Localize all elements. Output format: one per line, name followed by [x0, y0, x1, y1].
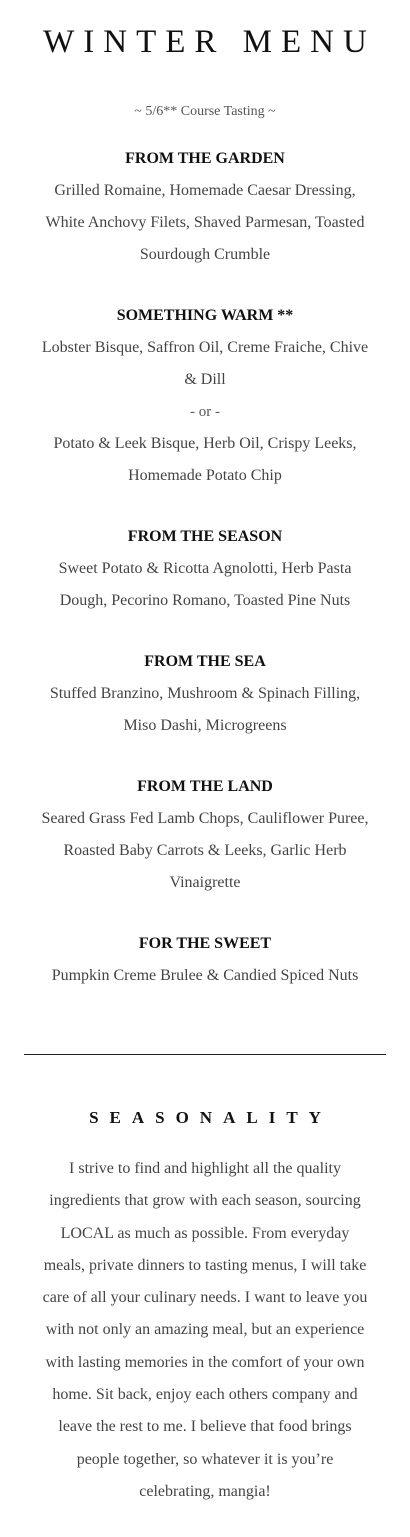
course-section [20, 304, 390, 492]
seasonality-line: leave the rest to me. I believe that food brings [58, 1418, 352, 1436]
course-section [20, 775, 390, 899]
course-title: FROM THE SEA [144, 653, 266, 670]
course-section [20, 525, 390, 617]
course-description-line: & Dill [184, 371, 226, 388]
course-list [20, 147, 390, 1025]
course-section [20, 650, 390, 742]
seasonality-line: with not only an amazing meal, but an experience [45, 1321, 365, 1339]
course-description-line: Seared Grass Fed Lamb Chops, Cauliflower Puree, [41, 810, 369, 827]
seasonality-line: I strive to find and highlight all the quality [69, 1160, 341, 1177]
course-title: FOR THE SWEET [138, 935, 272, 952]
course-title: SOMETHING WARM ** [116, 307, 294, 324]
course-description-line: Miso Dashi, Microgreens [123, 717, 287, 734]
course-description-line: Sourdough Crumble [139, 246, 271, 263]
seasonality-line: celebrating, mangia! [139, 1482, 271, 1500]
seasonality-line: meals, private dinners to tasting menus, I will take [43, 1256, 367, 1274]
course-description-line: Stuffed Branzino, Mushroom & Spinach Filling, [49, 685, 361, 702]
course-description-line: Grilled Romaine, Homemade Caesar Dressing, [54, 182, 356, 199]
course-description-line: Sweet Potato & Ricotta Agnolotti, Herb Pasta [58, 560, 352, 577]
course-section [20, 932, 390, 992]
course-section [20, 147, 390, 271]
seasonality-title: SEASONALITY [89, 1108, 332, 1127]
seasonality-line: care of all your culinary needs. I want to leave you [42, 1289, 368, 1307]
course-description-line: White Anchovy Filets, Shaved Parmesan, Toasted [45, 214, 365, 231]
section-divider [24, 1054, 386, 1055]
seasonality-line: LOCAL as much as possible. From everyday [60, 1224, 350, 1242]
seasonality-line: ingredients that grow with each season, sourcing [49, 1192, 361, 1210]
course-title: FROM THE SEASON [127, 528, 283, 545]
course-alt-description-line: Homemade Potato Chip [128, 467, 282, 484]
seasonality-line: home. Sit back, enjoy each others company and [52, 1386, 358, 1404]
seasonality-line: with lasting memories in the comfort of your own [45, 1353, 365, 1371]
course-description-line: Lobster Bisque, Saffron Oil, Creme Fraiche, Chive [41, 339, 369, 356]
menu-subtitle: ~ 5/6** Course Tasting ~ [134, 104, 276, 119]
page-title: WINTER MENU [43, 24, 376, 60]
course-title: FROM THE LAND [137, 778, 273, 795]
course-alt-description-line: Potato & Leek Bisque, Herb Oil, Crispy Leeks, [53, 435, 357, 452]
course-description-line: Roasted Baby Carrots & Leeks, Garlic Herb [63, 842, 347, 859]
seasonality-paragraph [20, 1153, 390, 1508]
course-or-separator: - or - [190, 404, 220, 420]
course-title: FROM THE GARDEN [125, 150, 285, 167]
course-description-line: Pumpkin Creme Brulee & Candied Spiced Nuts [51, 967, 359, 984]
seasonality-line: people together, so whatever it is you’re [76, 1450, 334, 1468]
course-description-line: Dough, Pecorino Romano, Toasted Pine Nuts [59, 592, 351, 609]
course-description-line: Vinaigrette [169, 874, 241, 891]
